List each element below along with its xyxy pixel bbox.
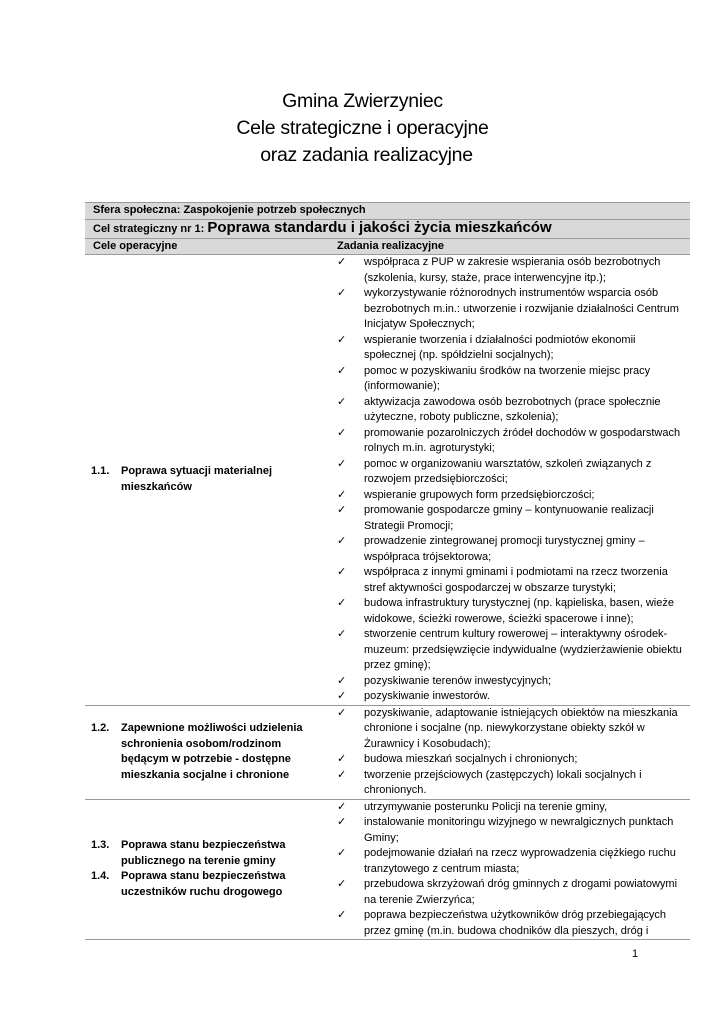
checkmark-icon: ✓ bbox=[337, 690, 347, 702]
operational-goal-cell bbox=[85, 705, 332, 799]
task-item bbox=[332, 674, 690, 690]
task-item bbox=[332, 752, 690, 768]
goal-text: Zapewnione możliwości udzielenia schronienia osobom/rodzinom będącym w potrzebie - dostępne mieszkania socjalne i chronione bbox=[121, 722, 303, 781]
tasks-cell bbox=[332, 799, 690, 940]
task-item bbox=[332, 800, 690, 816]
checkmark-icon: ✓ bbox=[337, 847, 347, 859]
goal-row bbox=[85, 799, 690, 940]
goals-body bbox=[85, 255, 690, 940]
checkmark-icon: ✓ bbox=[337, 256, 347, 268]
operational-goal bbox=[91, 869, 332, 900]
goal-text: Poprawa stanu bezpieczeństwa uczestników ruchu drogowego bbox=[121, 870, 286, 898]
task-text: utrzymywanie posterunku Policji na terenie gminy, bbox=[364, 800, 608, 813]
checkmark-icon: ✓ bbox=[337, 768, 347, 781]
checkmark-icon: ✓ bbox=[337, 566, 347, 578]
task-item bbox=[332, 255, 690, 286]
checkmark-icon: ✓ bbox=[337, 488, 347, 501]
operational-goal bbox=[91, 721, 332, 783]
task-text: przebudowa skrzyżowań dróg gminnych z drogami powiatowymi na terenie Zwierzyńca; bbox=[364, 878, 678, 906]
checkmark-icon: ✓ bbox=[337, 364, 347, 377]
task-list bbox=[332, 800, 690, 940]
task-item bbox=[332, 596, 690, 627]
task-text: współpraca z PUP w zakresie wspierania osób bezrobotnych (szkolenia, kursy, staże, prace interwencyjne itp.); bbox=[364, 256, 661, 284]
strategic-goal-prefix: Cel strategiczny nr 1: bbox=[93, 222, 205, 235]
task-text: stworzenie centrum kultury rowerowej – interaktywny ośrodek-muzeum: przedsięwzięcie indywidualne (wydzierżawienie obiektu przez gminę); bbox=[364, 628, 682, 671]
task-item bbox=[332, 768, 690, 799]
task-item bbox=[332, 457, 690, 488]
checkmark-icon: ✓ bbox=[337, 909, 347, 921]
task-text: wspieranie grupowych form przedsiębiorczości; bbox=[364, 488, 595, 501]
task-text: współpraca z innymi gminami i podmiotami na rzecz tworzenia stref aktywności gospodarczej w obszarze turystyki; bbox=[364, 566, 668, 594]
goals-table bbox=[85, 202, 690, 940]
task-item bbox=[332, 908, 690, 939]
task-text: pomoc w organizowaniu warsztatów, szkoleń związanych z rozwojem przedsiębiorczości; bbox=[364, 457, 652, 485]
task-list bbox=[332, 255, 690, 705]
tasks-cell bbox=[332, 255, 690, 706]
checkmark-icon: ✓ bbox=[337, 333, 347, 346]
operational-goal-cell bbox=[85, 255, 332, 706]
goal-number: 1.2. bbox=[91, 722, 110, 734]
sphere-row bbox=[85, 203, 690, 220]
goal-row bbox=[85, 255, 690, 706]
goal-text: Poprawa sytuacji materialnej mieszkańców bbox=[121, 465, 273, 493]
task-item bbox=[332, 846, 690, 877]
task-text: pozyskiwanie inwestorów. bbox=[364, 690, 490, 702]
operational-goal bbox=[91, 838, 332, 869]
task-text: podejmowanie działań na rzecz wyprowadzenia ciężkiego ruchu tranzytowego z centrum miasta; bbox=[364, 847, 676, 875]
task-item bbox=[332, 395, 690, 426]
goal-row bbox=[85, 705, 690, 799]
task-text: poprawa bezpieczeństwa użytkowników dróg przebiegających przez gminę (m.in. budowa chodników dla pieszych, dróg i bbox=[364, 909, 667, 937]
task-text: instalowanie monitoringu wizyjnego w newralgicznych punktach Gminy; bbox=[364, 816, 674, 844]
column-header-row bbox=[85, 238, 690, 255]
task-item bbox=[332, 689, 690, 705]
checkmark-icon: ✓ bbox=[337, 628, 347, 640]
checkmark-icon: ✓ bbox=[337, 597, 347, 609]
checkmark-icon: ✓ bbox=[337, 457, 347, 470]
checkmark-icon: ✓ bbox=[337, 395, 347, 408]
operational-goal-cell bbox=[85, 799, 332, 940]
checkmark-icon: ✓ bbox=[337, 674, 347, 687]
title-line-1: Gmina Zwierzyniec bbox=[282, 90, 443, 112]
operational-goal bbox=[91, 464, 332, 495]
task-item bbox=[332, 706, 690, 753]
task-item bbox=[332, 426, 690, 457]
checkmark-icon: ✓ bbox=[337, 878, 347, 890]
goal-number: 1.1. bbox=[91, 465, 110, 478]
task-text: prowadzenie zintegrowanej promocji turystycznej gminy – współpraca trójsektorowa; bbox=[364, 535, 645, 563]
task-item bbox=[332, 503, 690, 534]
task-item bbox=[332, 364, 690, 395]
goal-number: 1.4. bbox=[91, 870, 110, 883]
header-operational-goals: Cele operacyjne bbox=[85, 238, 332, 255]
checkmark-icon: ✓ bbox=[337, 426, 347, 439]
strategic-goal bbox=[85, 219, 690, 238]
checkmark-icon: ✓ bbox=[337, 535, 347, 547]
task-text: wspieranie tworzenia i działalności podmiotów ekonomii społecznej (np. spółdzielni socjalnych); bbox=[364, 333, 636, 361]
task-text: pozyskiwanie, adaptowanie istniejących obiektów na mieszkania chronione i socjalne (np. niewykorzystane obiekty szkół w Żurawnicy i Kosobudach); bbox=[364, 706, 678, 750]
task-text: aktywizacja zawodowa osób bezrobotnych (prace społecznie użyteczne, roboty publiczne, szkolenia); bbox=[364, 395, 661, 423]
checkmark-icon: ✓ bbox=[337, 816, 347, 828]
title-line-3: oraz zadania realizacyjne bbox=[260, 144, 473, 166]
task-item bbox=[332, 286, 690, 333]
page-number: 1 bbox=[632, 948, 639, 960]
checkmark-icon: ✓ bbox=[337, 504, 347, 516]
task-text: promowanie gospodarcze gminy – kontynuowanie realizacji Strategii Promocji; bbox=[364, 504, 654, 532]
task-text: tworzenie przejściowych (zastępczych) lokali socjalnych i chronionych. bbox=[364, 768, 642, 796]
checkmark-icon: ✓ bbox=[337, 753, 347, 765]
task-item bbox=[332, 565, 690, 596]
strategic-goal-text: Poprawa standardu i jakości życia mieszkańców bbox=[207, 218, 552, 236]
tasks-cell bbox=[332, 705, 690, 799]
header-tasks: Zadania realizacyjne bbox=[332, 238, 690, 255]
task-text: budowa infrastruktury turystycznej (np. kąpieliska, basen, wieże widokowe, ścieżki rowerowe, ścieżki spacerowe i inne); bbox=[364, 597, 674, 625]
task-text: wykorzystywanie różnorodnych instrumentów wsparcia osób bezrobotnych m.in.: utworzenie i rozwijanie działalności Centrum Inicjatyw Społecznych; bbox=[364, 287, 679, 330]
task-item bbox=[332, 877, 690, 908]
sphere-label: Sfera społeczna: Zaspokojenie potrzeb społecznych bbox=[85, 203, 690, 220]
document-title bbox=[0, 88, 725, 169]
task-item bbox=[332, 534, 690, 565]
checkmark-icon: ✓ bbox=[337, 706, 347, 719]
checkmark-icon: ✓ bbox=[337, 800, 347, 813]
task-text: budowa mieszkań socjalnych i chronionych; bbox=[364, 753, 578, 765]
task-item bbox=[332, 815, 690, 846]
goal-text: Poprawa stanu bezpieczeństwa publicznego na terenie gminy bbox=[121, 839, 286, 867]
task-item bbox=[332, 488, 690, 504]
goal-number: 1.3. bbox=[91, 839, 110, 852]
checkmark-icon: ✓ bbox=[337, 287, 347, 299]
strategic-goal-row bbox=[85, 219, 690, 238]
task-item bbox=[332, 627, 690, 674]
title-line-2: Cele strategiczne i operacyjne bbox=[236, 117, 489, 139]
task-text: pozyskiwanie terenów inwestycyjnych; bbox=[364, 674, 552, 687]
task-text: promowanie pozarolniczych źródeł dochodów w gospodarstwach rolnych m.in. agroturystyki; bbox=[364, 426, 681, 454]
task-item bbox=[332, 333, 690, 364]
task-text: pomoc w pozyskiwaniu środków na tworzenie miejsc pracy (informowanie); bbox=[364, 364, 651, 392]
task-list bbox=[332, 706, 690, 799]
